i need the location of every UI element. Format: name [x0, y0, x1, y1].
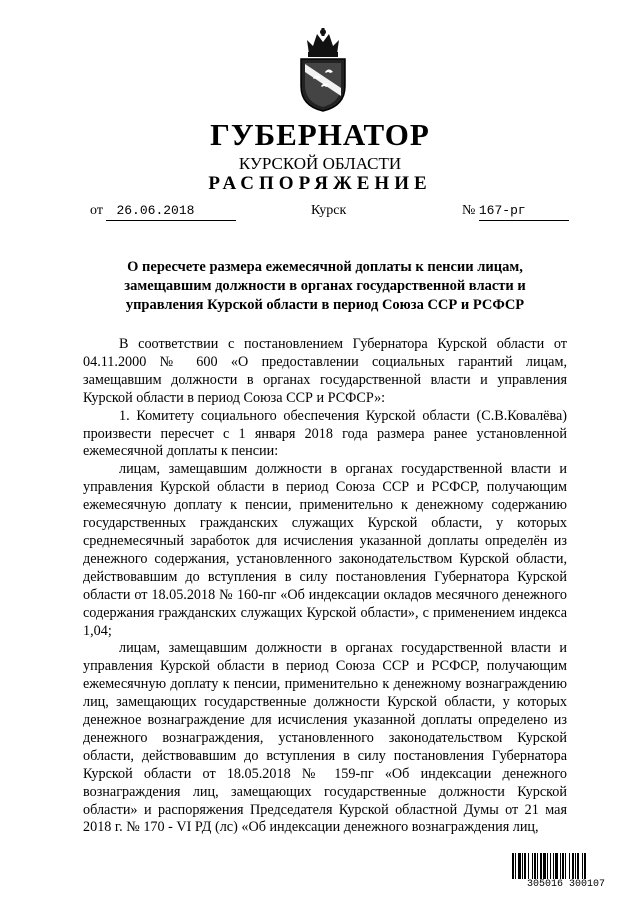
paragraph-indent-a: лицам, замещавшим должности в органах государственной власти и управления Курской области в период Союза ССР и РСФСР, получающим ежемесячную доплату к пенсии, применительно к денежному содержанию государственных гражданских служащих Курской области, у которых среднемесячный заработок для исчисления указанной доплаты определён из денежного содержания, установленного законодательством Курской области, действовавшим до вступления в силу постановления Губернатора Курской области от 18.05.2018 № 160-пг «Об индексации окладов месячного денежного содержания гражданских служащих Курской области», с применением индекса 1,04;	[83, 461, 567, 639]
paragraph-indent-b: лицам, замещавшим должности в органах государственной власти и управления Курской области в период Союза ССР и РСФСР, получающим ежемесячную доплату к пенсии, применительно к денежному вознаграждению лиц, замещающих государственные должности Курской области, у которых денежное вознаграждение для исчисления указанной доплаты определено из денежного вознаграждения, установленного законодательством Курской области, действовавшим до вступления в силу постановления Губернатора Курской области от 18.05.2018 № 159-пг «Об индексации денежного вознаграждения лиц, замещающих государственные должности Курской области» и распоряжения Председателя Курской областной Думы от 21 мая 2018 г. № 170 - VI РД (лс) «Об индексации денежного вознаграждения лиц,	[83, 640, 567, 836]
document-title: О пересчете размера ежемесячной доплаты к пенсии лицам, замещавшим должности в органах государственной власти и управления Курской области в период Союза ССР и РСФСР	[124, 259, 526, 313]
number-label: №	[462, 203, 476, 218]
document-date: 26.06.2018	[106, 202, 236, 221]
document-body	[83, 336, 567, 837]
barcode-number: 305016 300107	[526, 879, 605, 890]
coat-of-arms-icon	[295, 28, 351, 112]
number-block	[462, 202, 569, 221]
date-block	[90, 202, 236, 221]
document-type: РАСПОРЯЖЕНИЕ	[208, 173, 432, 194]
date-label: от	[90, 203, 103, 218]
document-number: 167-рг	[479, 202, 569, 221]
city-label: Курск	[311, 203, 347, 218]
header-subtitle: КУРСКОЙ ОБЛАСТИ	[238, 154, 402, 173]
paragraph-item-1: 1. Комитету социального обеспечения Курской области (С.В.Ковалёва) произвести пересчет с 1 января 2018 года размера ранее установленной ежемесячной доплаты к пенсии:	[83, 407, 567, 460]
paragraph-preamble: В соответствии с постановлением Губернатора Курской области от 04.11.2000 № 600 «О предоставлении социальных гарантий лицам, замещавшим должности в органах государственной власти и управления Курской области в период Союза ССР и РСФСР»:	[83, 336, 567, 406]
header-title: ГУБЕРНАТОР	[210, 117, 430, 152]
